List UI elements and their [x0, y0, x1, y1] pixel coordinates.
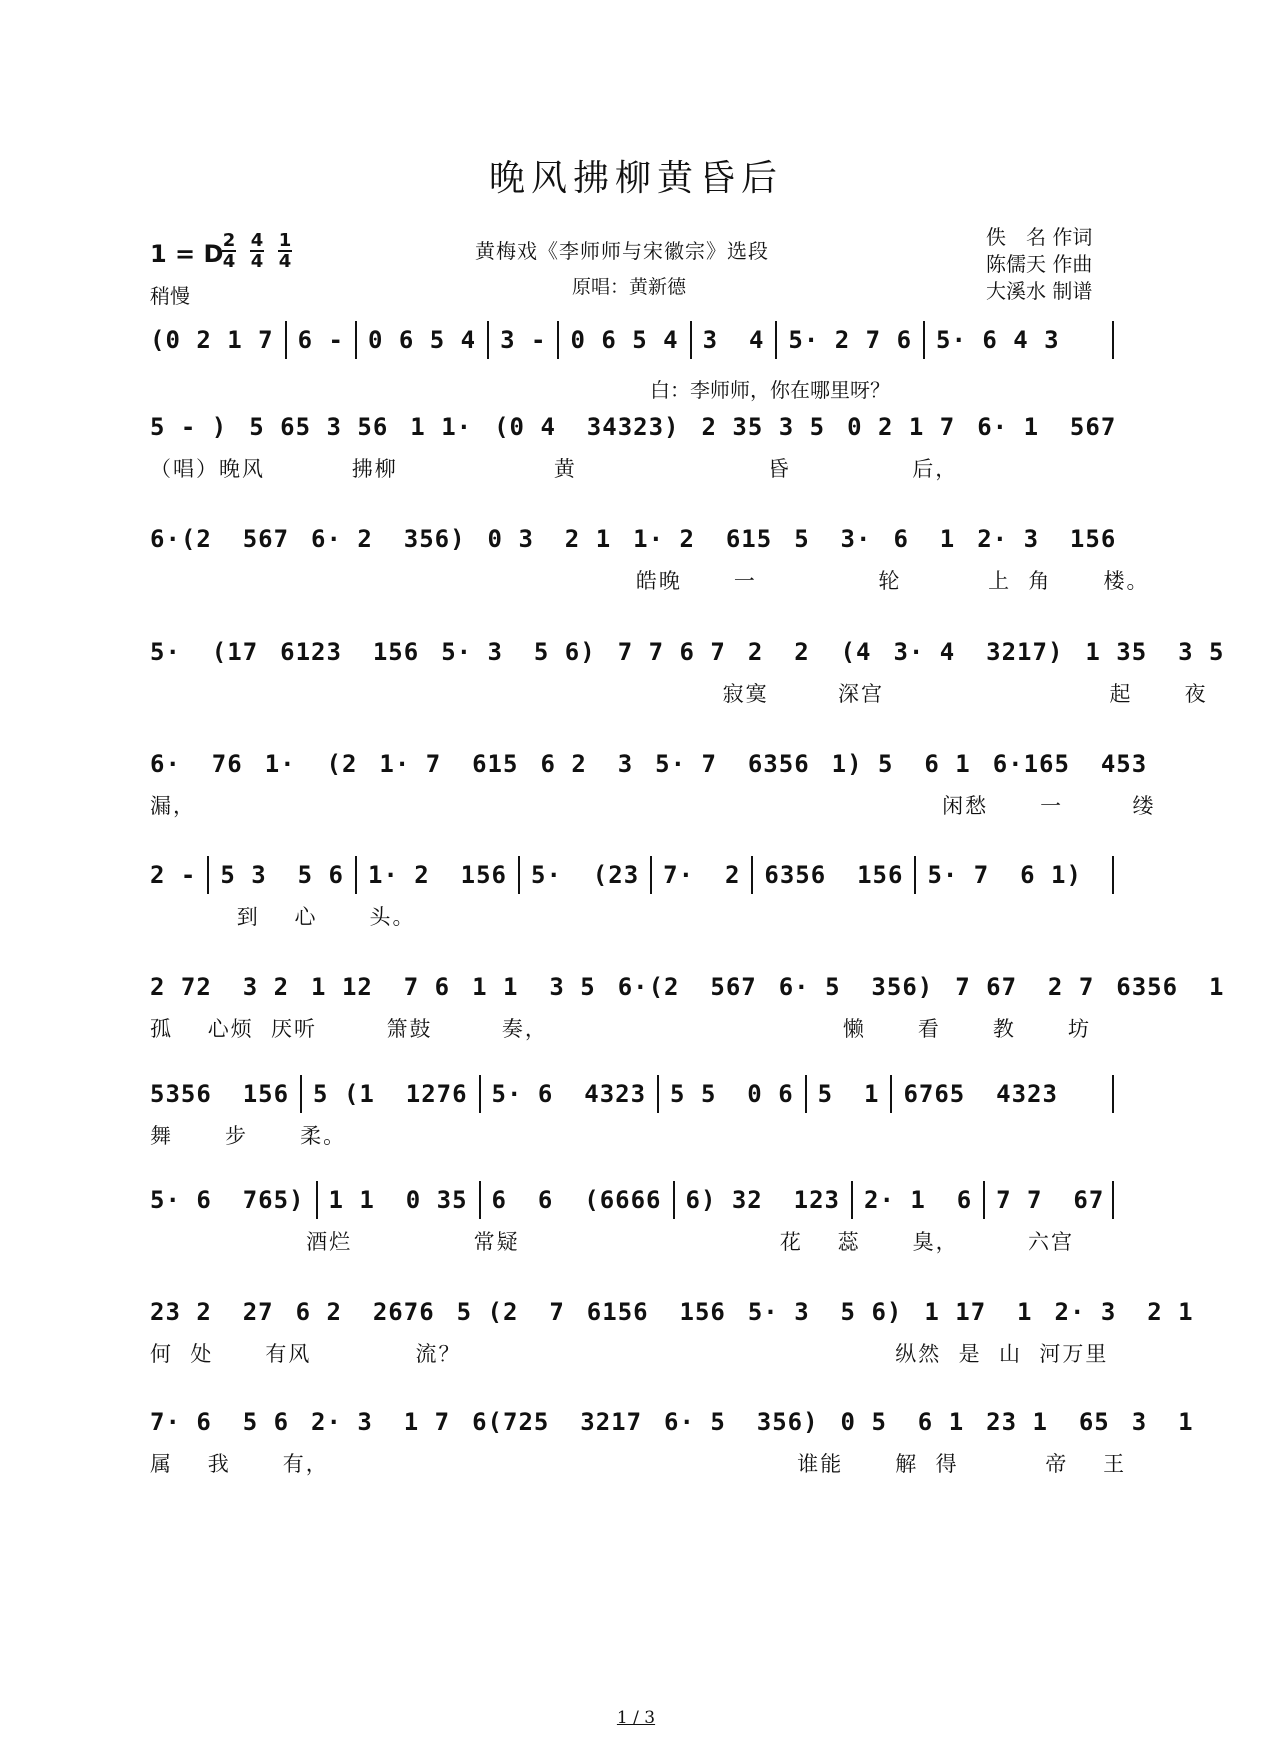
measure: 1 1 3 5: [472, 973, 596, 1001]
measure: 6· 5 356): [778, 973, 934, 1001]
time-signatures: [222, 232, 292, 270]
meter-numerator: 4: [250, 230, 264, 251]
notation-line: [150, 853, 1125, 897]
measure: 6·165 453: [992, 750, 1148, 778]
composer-credit: 陈儒天 作曲: [986, 252, 1093, 276]
measure: 2· 1 6: [864, 1186, 973, 1214]
measure: 6 6 (6666: [491, 1186, 662, 1214]
score-row: [150, 965, 1225, 1049]
notation-line: [150, 1178, 1125, 1222]
lyric-line: 寂寞 深宫 起 夜: [150, 682, 1208, 706]
barline: [983, 1181, 985, 1219]
meter-numerator: 1: [278, 230, 292, 251]
notation-line: [150, 630, 1225, 674]
measure: 5· 2 7 6: [788, 326, 913, 354]
measure: 6765 4323: [903, 1080, 1058, 1108]
measure: 1· 2 615: [633, 525, 773, 553]
measure: 2 -: [150, 861, 197, 889]
measure: 5· 3 5 6): [747, 1298, 903, 1326]
measure: 23 2 27: [150, 1298, 274, 1326]
credits: [986, 224, 1092, 305]
lyric-line: 属 我 有， 谁能 解 得 帝 王: [150, 1452, 1127, 1476]
measure: 6156 156: [586, 1298, 726, 1326]
meter-denominator: 4: [250, 251, 264, 272]
meter-denominator: 4: [222, 251, 236, 272]
measure: 3 -: [500, 326, 547, 354]
measure: 0 3 2 1: [487, 525, 612, 553]
subtitle: 黄梅戏《李师师与宋徽宗》选段: [475, 239, 769, 263]
measure: 5 (1 1276: [313, 1080, 468, 1108]
score-row: [150, 318, 1125, 402]
measure: 6 2 2676: [295, 1298, 435, 1326]
measure: 6 -: [297, 326, 344, 354]
measure: 6·(2 567: [617, 973, 757, 1001]
barline: [1112, 856, 1114, 894]
tempo-marking: 稍慢: [150, 284, 190, 308]
score-row: [150, 405, 1125, 489]
measure: 0 6 5 4: [570, 326, 679, 354]
measure: 2 35 3 5: [701, 413, 826, 441]
lyric-line: 到 心 头。: [150, 905, 416, 929]
measure: 6123 156: [280, 638, 420, 666]
measure: 5 65 3 56: [249, 413, 389, 441]
barline: [300, 1075, 302, 1113]
measure: 1 35 3 5: [1085, 638, 1225, 666]
measure: 2· 3 2 1: [1054, 1298, 1194, 1326]
barline: [479, 1181, 481, 1219]
measure: 6· 2 356): [311, 525, 466, 553]
measure: 7 7 6 7: [617, 638, 726, 666]
barline: [690, 321, 692, 359]
measure: 6) 32 123: [685, 1186, 840, 1214]
barline: [479, 1075, 481, 1113]
barline: [650, 856, 652, 894]
meter-denominator: 4: [278, 251, 292, 272]
score-row: [150, 517, 1150, 601]
song-title: 晚风拂柳黄昏后: [488, 158, 783, 199]
barline: [805, 1075, 807, 1113]
lyricist-credit: 佚 名 作词: [986, 225, 1093, 249]
measure: 0 5 6 1: [840, 1408, 965, 1436]
barline: [355, 856, 357, 894]
score-row: [150, 853, 1125, 937]
measure: 1 1 0 35: [328, 1186, 468, 1214]
measure: 3· 4 3217): [893, 638, 1064, 666]
measure: 5356 156: [150, 1080, 290, 1108]
measure: 6·(2 567: [150, 525, 290, 553]
measure: 6(725 3217: [472, 1408, 643, 1436]
measure: 5· (23: [531, 861, 640, 889]
measure: 5· (17: [150, 638, 259, 666]
barline: [914, 856, 916, 894]
measure: 6· 1 567: [977, 413, 1117, 441]
barline: [557, 321, 559, 359]
lyric-line: 何 处 有风 流？ 纵然 是 山 河万里: [150, 1342, 1109, 1366]
score-row: [150, 1178, 1125, 1262]
measure: 1 1·: [410, 413, 473, 441]
original-singer: 原唱：黄新德: [572, 276, 687, 298]
measure: 6 2 3: [540, 750, 634, 778]
measure: 5 3 5 6: [220, 861, 344, 889]
notation-line: [150, 517, 1125, 561]
measure: 0 6 5 4: [367, 326, 477, 354]
meter-1: [250, 232, 264, 270]
measure: 7 7 67: [996, 1186, 1105, 1214]
measure: 3 1: [1131, 1408, 1194, 1436]
measure: 5 - ): [150, 413, 228, 441]
measure: 5· 6 765): [150, 1186, 305, 1214]
page-number: 1 / 3: [616, 1708, 656, 1728]
measure: 3 4: [702, 326, 765, 354]
score-row: [150, 1072, 1125, 1156]
meter-2: [278, 232, 292, 270]
score-row: [150, 1400, 1194, 1484]
notation-line: [150, 318, 1125, 362]
barline: [285, 321, 287, 359]
measure: 1· 7 615: [379, 750, 519, 778]
key-signature: 1 = D: [150, 240, 224, 268]
measure: 5· 6 4323: [491, 1080, 647, 1108]
notation-line: [150, 965, 1225, 1009]
barline: [851, 1181, 853, 1219]
measure: 6· 76: [150, 750, 243, 778]
barline: [1112, 1075, 1114, 1113]
measure: (0 2 1 7: [150, 326, 274, 354]
measure: 1· 2 156: [367, 861, 507, 889]
lyric-line: [150, 362, 1125, 402]
measure: 5 5 0 6: [670, 1080, 794, 1108]
barline: [775, 321, 777, 359]
measure: 5· 6 4 3: [936, 326, 1060, 354]
measure: 6· 5 356): [664, 1408, 819, 1436]
measure: 1 17 1: [924, 1298, 1033, 1326]
measure: 7· 6 5 6: [150, 1408, 290, 1436]
score-row: [150, 630, 1225, 714]
lyric-line: 舞 步 柔。: [150, 1124, 347, 1148]
notation-line: [150, 1400, 1194, 1444]
transcriber-credit: 大溪水 制谱: [986, 279, 1093, 303]
measure: 6 1: [893, 525, 956, 553]
notation-line: [150, 1072, 1125, 1116]
measure: 1 12 7 6: [311, 973, 451, 1001]
measure: 2 2 (4: [747, 638, 872, 666]
notation-line: [150, 742, 1148, 786]
barline: [487, 321, 489, 359]
measure: 5 3·: [794, 525, 872, 553]
barline: [657, 1075, 659, 1113]
measure: 5· 3 5 6): [441, 638, 596, 666]
lyric-line: 漏， 闲愁 一 缕: [150, 794, 1156, 818]
barline: [923, 321, 925, 359]
measure: 2· 3 1 7: [311, 1408, 451, 1436]
spoken-line: 白：李师师，你在哪里呀？: [650, 378, 890, 402]
measure: 0 2 1 7: [847, 413, 956, 441]
measure: 5· 7 6 1): [927, 861, 1082, 889]
measure: 5· 7 6356: [655, 750, 810, 778]
score-row: [150, 1290, 1194, 1374]
measure: (0 4 34323): [494, 413, 680, 441]
barline: [890, 1075, 892, 1113]
measure: 6356 1: [1116, 973, 1225, 1001]
barline: [1112, 321, 1114, 359]
barline: [207, 856, 209, 894]
score-row: [150, 742, 1156, 826]
measure: 23 1 65: [986, 1408, 1110, 1436]
lyric-line: 孤 心烦 厌听 箫鼓 奏， 懒 看 教 坊: [150, 1017, 1091, 1041]
barline: [518, 856, 520, 894]
notation-line: [150, 405, 1125, 449]
measure: 7· 2: [663, 861, 741, 889]
lyric-line: 皓晚 一 轮 上 角 楼。: [150, 569, 1150, 593]
measure: 7 67 2 7: [955, 973, 1095, 1001]
lyric-line: （唱）晚风 拂柳 黄 昏 后，: [150, 457, 959, 481]
barline: [316, 1181, 318, 1219]
barline: [1112, 1181, 1114, 1219]
barline: [355, 321, 357, 359]
notation-line: [150, 1290, 1194, 1334]
barline: [673, 1181, 675, 1219]
measure: 2· 3 156: [977, 525, 1117, 553]
measure: 5 (2 7: [456, 1298, 565, 1326]
meter-0: [222, 232, 236, 270]
barline: [751, 856, 753, 894]
meter-numerator: 2: [222, 230, 236, 251]
measure: 2 72 3 2: [150, 973, 290, 1001]
lyric-line: 酒烂 常疑 花 蕊 臭， 六宫: [150, 1230, 1075, 1254]
measure: 6356 156: [764, 861, 904, 889]
measure: 1· (2: [264, 750, 358, 778]
measure: 1) 5 6 1: [831, 750, 971, 778]
measure: 5 1: [817, 1080, 880, 1108]
